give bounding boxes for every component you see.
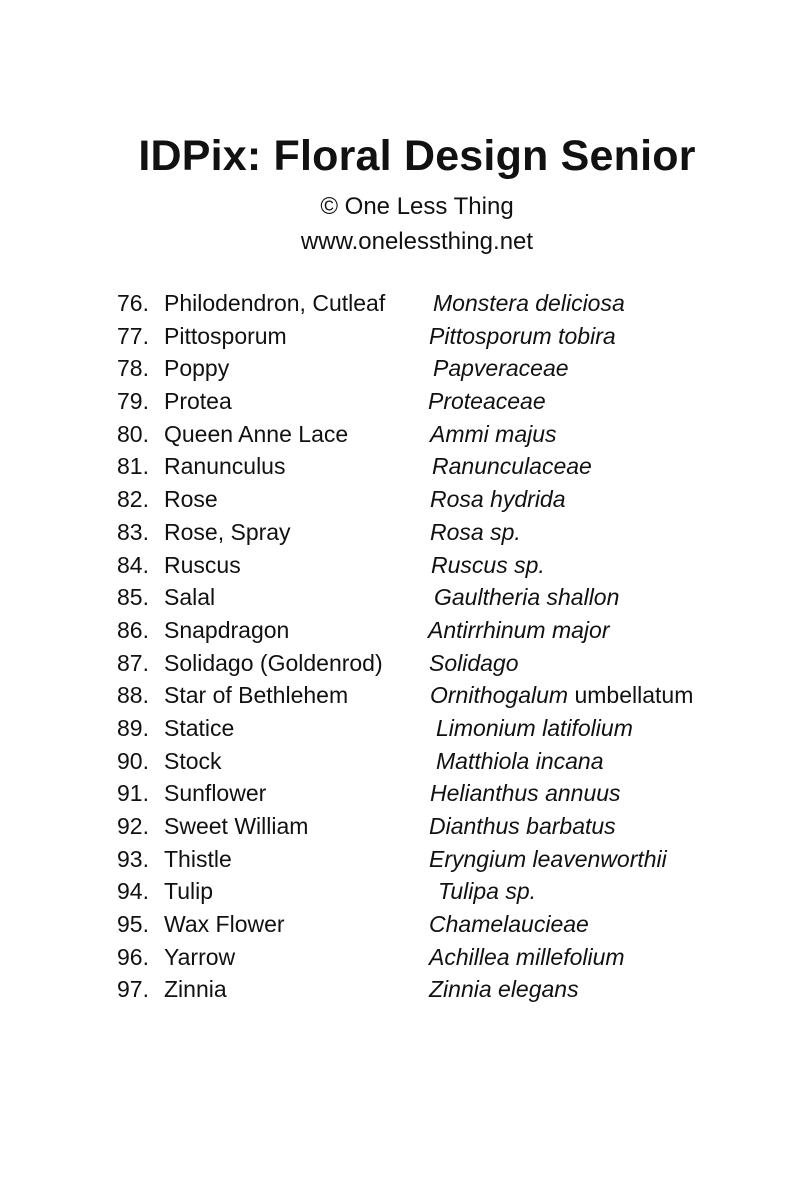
common-name: Snapdragon xyxy=(164,616,290,643)
scientific-name-italic: Matthiola incana xyxy=(436,747,604,774)
scientific-name-italic: Rosa sp. xyxy=(430,518,521,545)
list-item xyxy=(0,516,800,549)
scientific-name xyxy=(429,843,667,875)
list-item xyxy=(0,712,800,745)
common-name: Statice xyxy=(164,714,235,741)
common-name: Solidago (Goldenrod) xyxy=(164,649,383,676)
item-number: 91. xyxy=(117,780,149,807)
scientific-name-italic: Rosa hydrida xyxy=(430,486,566,513)
scientific-name-italic: Proteaceae xyxy=(428,388,546,415)
scientific-name-italic: Antirrhinum major xyxy=(428,616,610,643)
list-item xyxy=(0,875,800,908)
scientific-name xyxy=(433,352,569,384)
common-name: Wax Flower xyxy=(164,911,285,938)
common-name: Poppy xyxy=(164,355,230,382)
list-item xyxy=(0,941,800,974)
scientific-name xyxy=(431,549,545,581)
scientific-name-italic: Solidago xyxy=(429,649,519,676)
list-item xyxy=(0,483,800,516)
scientific-name-italic: Limonium latifolium xyxy=(436,714,633,741)
common-name: Protea xyxy=(164,388,232,415)
list-item xyxy=(0,810,800,843)
scientific-name xyxy=(429,941,625,973)
list-item xyxy=(0,614,800,647)
list-item xyxy=(0,287,800,320)
scientific-name xyxy=(432,450,592,482)
common-name: Star of Bethlehem xyxy=(164,682,349,709)
common-name: Philodendron, Cutleaf xyxy=(164,290,386,316)
list-item xyxy=(0,843,800,876)
item-number: 76. xyxy=(117,290,149,316)
scientific-name-italic: Monstera deliciosa xyxy=(433,290,625,316)
item-number: 83. xyxy=(117,518,149,545)
scientific-name-italic: Eryngium leavenworthii xyxy=(429,845,667,872)
list-item xyxy=(0,745,800,778)
common-name: Rose, Spray xyxy=(164,518,291,545)
scientific-name xyxy=(433,287,625,319)
scientific-name-italic: Ruscus sp. xyxy=(431,551,545,578)
item-number: 78. xyxy=(117,355,149,382)
scientific-name-italic: Ranunculaceae xyxy=(432,453,592,480)
scientific-name-italic: Papveraceae xyxy=(433,355,569,382)
scientific-name xyxy=(438,875,536,907)
scientific-name xyxy=(430,516,521,548)
item-number: 89. xyxy=(117,714,149,741)
list-item xyxy=(0,581,800,614)
list-item xyxy=(0,973,800,1006)
item-number: 88. xyxy=(117,682,149,709)
scientific-name xyxy=(428,614,610,646)
scientific-name xyxy=(429,908,589,940)
scientific-name xyxy=(429,810,616,842)
item-number: 77. xyxy=(117,322,149,349)
scientific-name xyxy=(429,647,519,679)
scientific-name-italic: Zinnia elegans xyxy=(429,976,579,1003)
scientific-name-italic: Gaultheria shallon xyxy=(434,584,620,611)
scientific-name-italic: Pittosporum tobira xyxy=(429,322,616,349)
scientific-name xyxy=(430,777,621,809)
item-number: 85. xyxy=(117,584,149,611)
item-number: 80. xyxy=(117,420,149,447)
common-name: Yarrow xyxy=(164,943,236,970)
list-item xyxy=(0,679,800,712)
scientific-name-italic: Tulipa sp. xyxy=(438,878,537,905)
item-number: 86. xyxy=(117,616,149,643)
item-number: 90. xyxy=(117,747,149,774)
scientific-name xyxy=(429,973,579,1005)
scientific-name xyxy=(429,320,616,352)
list-item xyxy=(0,777,800,810)
scientific-name-italic: Ornithogalum xyxy=(430,682,569,709)
item-number: 96. xyxy=(117,943,149,970)
list-item xyxy=(0,320,800,353)
list-item xyxy=(0,549,800,582)
scientific-name-roman: umbellatum xyxy=(568,682,694,709)
common-name: Thistle xyxy=(164,845,232,872)
item-number: 82. xyxy=(117,486,149,513)
common-name: Sweet William xyxy=(164,813,309,839)
item-number: 97. xyxy=(117,976,149,1003)
scientific-name xyxy=(430,418,557,450)
scientific-name xyxy=(434,581,619,613)
scientific-name xyxy=(436,712,633,744)
scientific-name-italic: Ammi majus xyxy=(430,420,557,447)
copyright-line: © One Less Thing xyxy=(320,193,514,220)
scientific-name-italic: Helianthus annuus xyxy=(430,780,621,807)
common-name: Queen Anne Lace xyxy=(164,420,349,447)
item-number: 92. xyxy=(117,813,149,839)
scientific-name xyxy=(436,745,604,777)
website-url: www.onelessthing.net xyxy=(300,228,534,255)
list-item xyxy=(0,450,800,483)
plant-list xyxy=(0,287,800,1006)
item-number: 84. xyxy=(117,551,149,578)
item-number: 94. xyxy=(117,878,149,905)
list-item xyxy=(0,908,800,941)
list-item xyxy=(0,647,800,680)
common-name: Stock xyxy=(164,747,222,774)
scientific-name-italic: Achillea millefolium xyxy=(429,943,625,970)
common-name: Ruscus xyxy=(164,551,241,578)
common-name: Tulip xyxy=(164,878,213,905)
list-item xyxy=(0,385,800,418)
item-number: 81. xyxy=(117,453,149,480)
common-name: Pittosporum xyxy=(164,322,287,349)
item-number: 79. xyxy=(117,388,149,415)
item-number: 87. xyxy=(117,649,149,676)
common-name: Rose xyxy=(164,486,218,513)
item-number: 93. xyxy=(117,845,149,872)
item-number: 95. xyxy=(117,911,149,938)
scientific-name xyxy=(430,483,566,515)
scientific-name xyxy=(428,385,546,417)
common-name: Zinnia xyxy=(164,976,227,1003)
common-name: Ranunculus xyxy=(164,453,286,480)
list-item xyxy=(0,352,800,385)
common-name: Salal xyxy=(164,584,216,611)
scientific-name-italic: Chamelaucieae xyxy=(429,911,589,938)
scientific-name-italic: Dianthus barbatus xyxy=(429,813,616,839)
common-name: Sunflower xyxy=(164,780,267,807)
list-item xyxy=(0,418,800,451)
scientific-name xyxy=(430,679,693,711)
page-title: IDPix: Floral Design Senior xyxy=(138,132,696,180)
